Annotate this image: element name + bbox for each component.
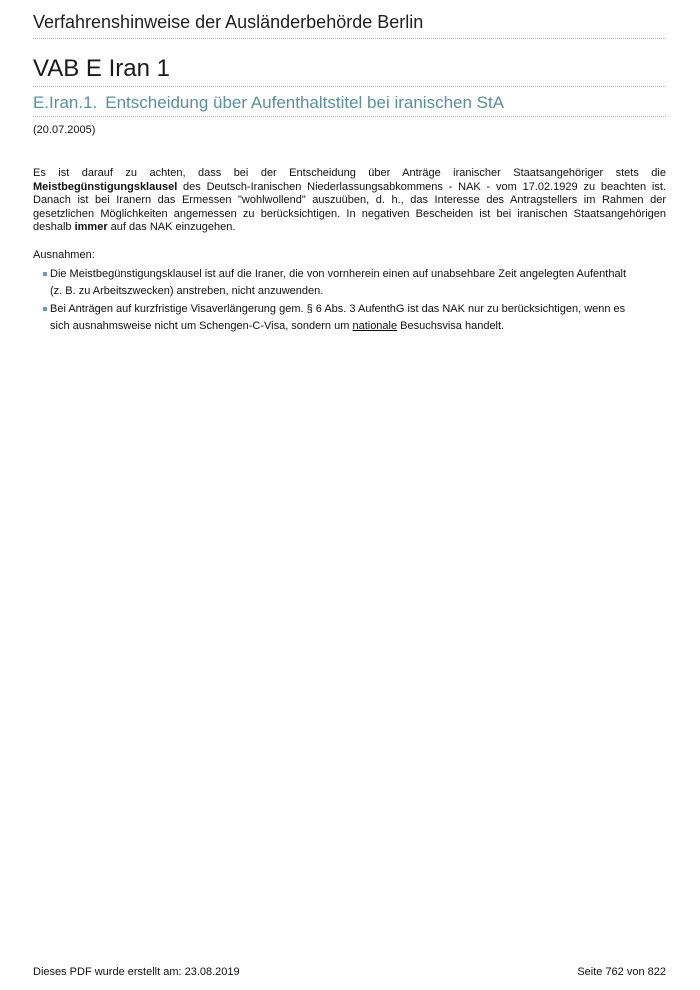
square-bullet-icon xyxy=(43,307,47,311)
underlined-text: nationale xyxy=(352,320,398,332)
list-item xyxy=(43,266,663,300)
list-item-line: (z. B. zu Arbeitszwecken) anstreben, nicht anzuwenden. xyxy=(50,285,324,297)
list-item-line: Bei Anträgen auf kurzfristige Visaverlängerung gem. § 6 Abs. 3 AufenthG ist das NAK nur zu berücksichtigen, wenn es xyxy=(50,303,626,315)
section-title: Entscheidung über Aufenthaltstitel bei iranischen StA xyxy=(105,93,505,112)
list-item-text: Besuchsvisa handelt. xyxy=(397,320,505,332)
paragraph-text-3: auf das NAK einzugehen. xyxy=(107,221,236,233)
exceptions-label: Ausnahmen: xyxy=(33,249,95,261)
paragraph-bold-1: Meistbegünstigungsklausel xyxy=(33,180,178,193)
footer-page-number: Seite 762 von 822 xyxy=(577,966,666,978)
section-number: E.Iran.1. xyxy=(33,93,98,112)
paragraph-text-2: des Deutsch-Iranischen Niederlassungsabkommens - NAK - vom 17.02.1929 zu beachten ist. Danach ist bei Iranern das Ermessen "wohlwollend" auszuüben, d. h., das Interesse des Antragstellers im Rahmen der gesetzlichen Möglichkeiten angemessen zu berücksichtigen. In negativen Bescheiden ist bei iranischen Staatsangehörigen deshalb xyxy=(33,180,666,233)
paragraph-bold-2: immer xyxy=(74,221,108,233)
list-item-line: Die Meistbegünstigungsklausel ist auf die Iraner, die von vornherein einen auf unabsehbare Zeit angelegten Aufenthalt xyxy=(50,268,627,280)
square-bullet-icon xyxy=(43,272,47,276)
main-paragraph xyxy=(33,167,666,235)
footer-created-date: Dieses PDF wurde erstellt am: 23.08.2019 xyxy=(33,966,240,978)
list-item-line xyxy=(50,318,663,335)
page-header: Verfahrenshinweise der Ausländerbehörde Berlin xyxy=(33,12,666,39)
section-heading xyxy=(33,93,666,117)
list-item-text: sich ausnahmsweise nicht um Schengen-C-Visa, sondern um xyxy=(50,320,353,332)
page-footer xyxy=(33,966,666,978)
section-date: (20.07.2005) xyxy=(33,124,96,136)
paragraph-text-1: Es ist darauf zu achten, dass bei der Entscheidung über Anträge iranischer Staatsangehöriger stets die xyxy=(33,167,666,179)
document-title: VAB E Iran 1 xyxy=(33,55,666,87)
exceptions-list xyxy=(43,266,663,336)
list-item xyxy=(43,301,663,335)
